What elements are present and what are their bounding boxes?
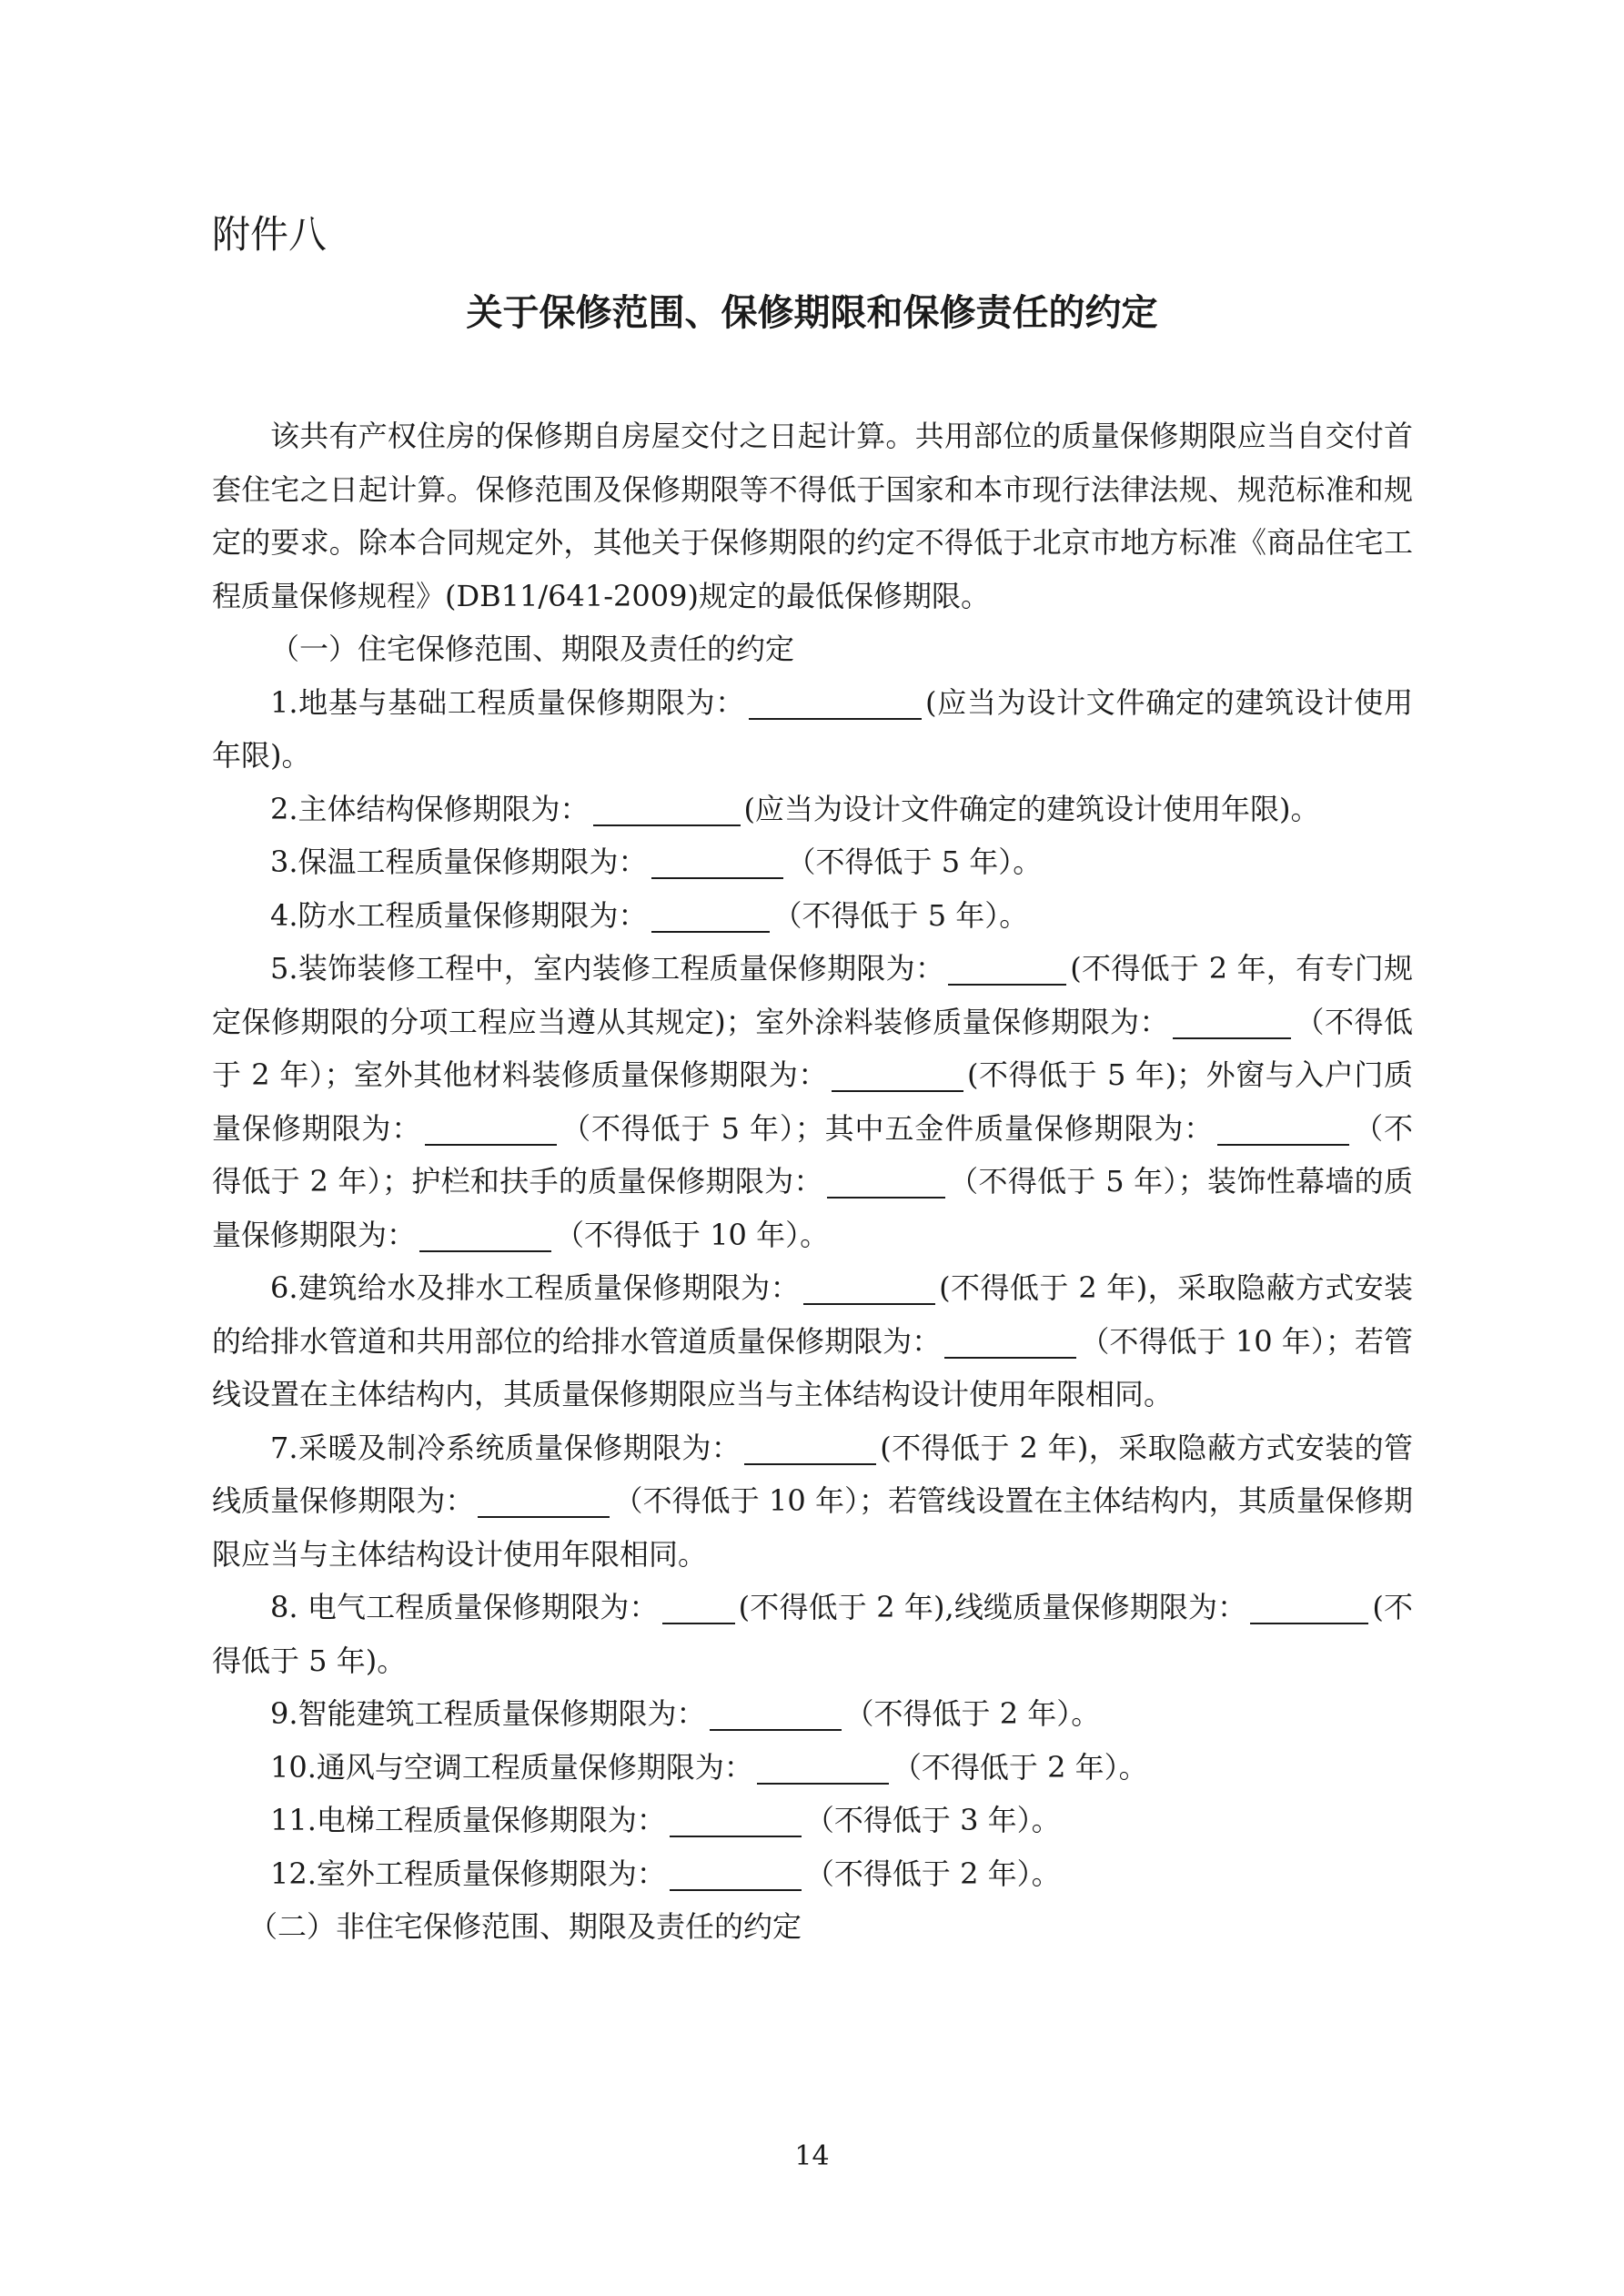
annex-label: 附件八 xyxy=(212,212,328,257)
clause-5-text: （不得低于 5 年）；其中五金件质量保修期限为： xyxy=(560,1110,1215,1146)
clause-5-text: (不得低于 5 年)；外窗与入户门质量保修期限为： xyxy=(212,1057,1413,1146)
clause-3-note: （不得低于 5 年）。 xyxy=(786,845,1043,879)
clause-2-note: (应当为设计文件确定的建筑设计使用年限)。 xyxy=(743,791,1320,826)
blank-field[interactable] xyxy=(832,1061,963,1092)
clause-5-text: （不得低于 2 年）；室外其他材料装修质量保修期限为： xyxy=(212,1004,1413,1092)
blank-field[interactable] xyxy=(419,1221,551,1252)
page-number: 14 xyxy=(794,2140,830,2172)
blank-field[interactable] xyxy=(803,1274,935,1305)
blank-field[interactable] xyxy=(757,1754,889,1785)
blank-field[interactable] xyxy=(710,1700,842,1731)
blank-field[interactable] xyxy=(662,1593,735,1624)
clause-5 xyxy=(212,942,1413,1261)
clause-6-text: (不得低于 2 年)，采取隐蔽方式安装的给排水管道和共用部位的给排水管道质量保修期限为： xyxy=(212,1270,1413,1359)
clause-4-text: 4.防水工程质量保修期限为： xyxy=(270,897,648,933)
clause-8-text: (不得低于 5 年)。 xyxy=(212,1590,1413,1678)
clause-6 xyxy=(212,1261,1413,1421)
document-body xyxy=(212,410,1413,1954)
clause-9-text: 9.智能建筑工程质量保修期限为： xyxy=(270,1696,706,1731)
clause-3-text: 3.保温工程质量保修期限为： xyxy=(270,845,648,879)
clause-11-note: （不得低于 3 年）。 xyxy=(804,1803,1061,1837)
document-title: 关于保修范围、保修期限和保修责任的约定 xyxy=(466,291,1158,334)
blank-field[interactable] xyxy=(948,955,1066,986)
blank-field[interactable] xyxy=(827,1168,945,1199)
clause-7 xyxy=(212,1421,1413,1582)
section-heading-residential: （一）住宅保修范围、期限及责任的约定 xyxy=(270,632,795,666)
clause-2-text: 2.主体结构保修期限为： xyxy=(270,791,590,826)
clause-5-text: （不得低于 5 年）；装饰性幕墙的质量保修期限为： xyxy=(212,1164,1413,1252)
clause-8 xyxy=(212,1581,1413,1687)
clause-10-text: 10.通风与空调工程质量保修期限为： xyxy=(270,1749,753,1785)
clause-2 xyxy=(212,783,1413,836)
clause-6-text: （不得低于 10 年）；若管线设置在主体结构内，其质量保修期限应当与主体结构设计使用年限相同。 xyxy=(212,1323,1413,1411)
blank-field[interactable] xyxy=(744,1434,876,1465)
clause-7-text: (不得低于 2 年)，采取隐蔽方式安装的管线质量保修期限为： xyxy=(212,1430,1413,1518)
clause-7-text: （不得低于 10 年）；若管线设置在主体结构内，其质量保修期限应当与主体结构设计使用年限相同。 xyxy=(212,1483,1413,1572)
blank-field[interactable] xyxy=(425,1115,557,1146)
clause-11 xyxy=(212,1794,1413,1847)
blank-field[interactable] xyxy=(670,1860,802,1891)
clause-12-text: 12.室外工程质量保修期限为： xyxy=(270,1856,666,1891)
blank-field[interactable] xyxy=(593,795,741,826)
clause-8-text: (不得低于 2 年),线缆质量保修期限为： xyxy=(738,1590,1247,1624)
clause-8-text: 8. 电气工程质量保修期限为： xyxy=(270,1590,659,1624)
blank-field[interactable] xyxy=(1250,1593,1368,1624)
clause-3 xyxy=(212,835,1413,889)
clause-6-text: 6.建筑给水及排水工程质量保修期限为： xyxy=(270,1270,801,1305)
clause-1-text: 1.地基与基础工程质量保修期限为： xyxy=(270,684,746,720)
blank-field[interactable] xyxy=(651,848,783,879)
clause-12 xyxy=(212,1847,1413,1901)
clause-12-note: （不得低于 2 年）。 xyxy=(804,1856,1061,1891)
clause-5-text: 5.装饰装修工程中，室内装修工程质量保修期限为： xyxy=(270,951,945,986)
clause-5-text: （不得低于 2 年）；护栏和扶手的质量保修期限为： xyxy=(212,1110,1413,1199)
blank-field[interactable] xyxy=(749,689,922,720)
clause-11-text: 11.电梯工程质量保修期限为： xyxy=(270,1803,666,1837)
blank-field[interactable] xyxy=(1173,1008,1291,1039)
clause-10 xyxy=(212,1741,1413,1795)
blank-field[interactable] xyxy=(478,1487,610,1518)
intro-paragraph: 该共有产权住房的保修期自房屋交付之日起计算。共用部位的质量保修期限应当自交付首套住宅之日起计算。保修范围及保修期限等不得低于国家和本市现行法律法规、规范标准和规定的要求。除本合同规定外，其他关于保修期限的约定不得低于北京市地方标准《商品住宅工程质量保修规程》(DB11/641-2009)规定的最低保修期限。 xyxy=(212,419,1413,613)
clause-9-note: （不得低于 2 年）。 xyxy=(844,1696,1101,1731)
section-heading-non-residential: （二）非住宅保修范围、期限及责任的约定 xyxy=(248,1909,802,1944)
clause-5-text: (不得低于 2 年，有专门规定保修期限的分项工程应当遵从其规定)；室外涂料装修质量保修期限为： xyxy=(212,951,1413,1039)
clause-9 xyxy=(212,1687,1413,1741)
clause-1-note: (应当为设计文件确定的建筑设计使用年限)。 xyxy=(212,684,1413,773)
blank-field[interactable] xyxy=(670,1806,802,1837)
blank-field[interactable] xyxy=(1217,1115,1349,1146)
clause-10-note: （不得低于 2 年）。 xyxy=(892,1749,1148,1785)
clause-1 xyxy=(212,676,1413,783)
clause-7-text: 7.采暖及制冷系统质量保修期限为： xyxy=(270,1430,741,1465)
clause-4 xyxy=(212,889,1413,943)
clause-4-note: （不得低于 5 年）。 xyxy=(772,897,1029,933)
blank-field[interactable] xyxy=(651,902,770,933)
clause-5-text: （不得低于 10 年）。 xyxy=(555,1217,830,1252)
blank-field[interactable] xyxy=(944,1328,1076,1359)
